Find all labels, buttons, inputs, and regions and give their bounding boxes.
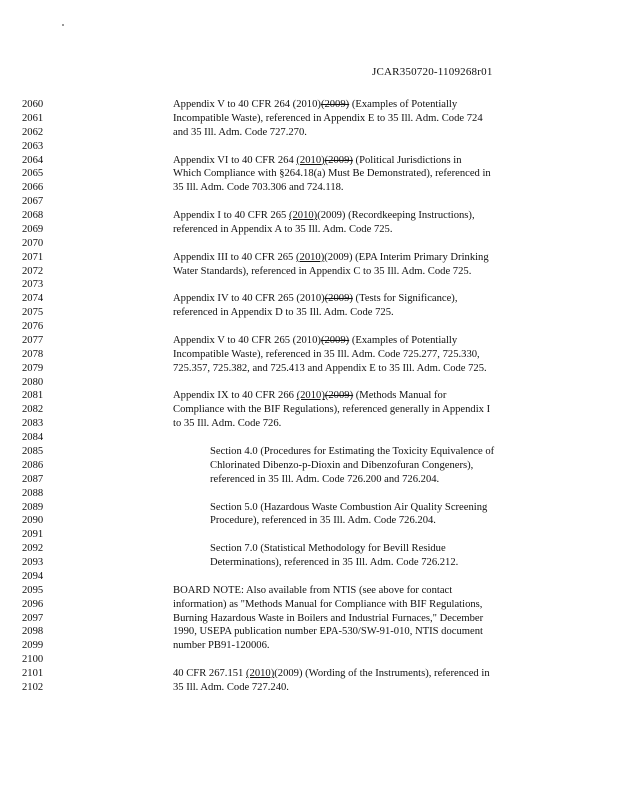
line-number: 2092 bbox=[22, 543, 44, 555]
line-number: 2091 bbox=[22, 529, 44, 541]
numbered-line bbox=[0, 334, 618, 348]
numbered-line bbox=[0, 376, 618, 390]
deleted-text: (2009) bbox=[324, 154, 353, 166]
numbered-line bbox=[0, 292, 618, 306]
line-number: 2077 bbox=[22, 334, 44, 346]
text-run: referenced in Appendix D to 35 Ill. Adm. Code 725. bbox=[173, 307, 394, 319]
deleted-text: (2009) bbox=[324, 293, 353, 305]
line-text bbox=[173, 389, 446, 403]
line-number: 2099 bbox=[22, 640, 44, 652]
numbered-line bbox=[0, 653, 618, 667]
line-text bbox=[173, 181, 344, 195]
text-run: 35 Ill. Adm. Code 727.240. bbox=[173, 681, 289, 693]
line-text bbox=[173, 126, 307, 140]
line-text bbox=[210, 542, 446, 556]
inserted-text: (2010) bbox=[296, 251, 325, 263]
text-run: Section 5.0 (Hazardous Waste Combustion Air Quality Screening bbox=[210, 501, 488, 513]
line-text bbox=[173, 417, 281, 431]
numbered-line bbox=[0, 556, 618, 570]
line-text bbox=[210, 514, 436, 528]
line-number: 2062 bbox=[22, 126, 44, 138]
text-run: (2009) (Wording of the Instruments), referenced in bbox=[274, 668, 490, 680]
numbered-line bbox=[0, 181, 618, 195]
deleted-text: (2009) bbox=[320, 99, 350, 110]
numbered-line bbox=[0, 612, 618, 626]
inserted-text: (2010) bbox=[246, 668, 275, 680]
text-run: 35 Ill. Adm. Code 703.306 and 724.118. bbox=[173, 182, 344, 194]
line-text bbox=[173, 681, 289, 695]
deleted-text: (2009) bbox=[320, 334, 350, 346]
line-number: 2090 bbox=[22, 515, 44, 527]
line-text bbox=[173, 598, 482, 612]
line-number: 2060 bbox=[22, 99, 44, 110]
numbered-line bbox=[0, 487, 618, 501]
text-run: Section 4.0 (Procedures for Estimating the Toxicity Equivalence of bbox=[210, 446, 495, 457]
numbered-line bbox=[0, 306, 618, 320]
numbered-line bbox=[0, 667, 618, 681]
inserted-text: (2010) bbox=[296, 154, 325, 166]
text-run: Appendix III to 40 CFR 265 bbox=[173, 251, 297, 263]
text-run: Procedure), referenced in 35 Ill. Adm. Code 726.204. bbox=[210, 515, 436, 527]
line-text bbox=[173, 348, 480, 362]
numbered-line bbox=[0, 417, 618, 431]
text-run: Water Standards), referenced in Appendix C to 35 Ill. Adm. Code 725. bbox=[173, 265, 472, 277]
numbered-line bbox=[0, 528, 618, 542]
line-text bbox=[173, 251, 489, 265]
line-text bbox=[210, 501, 487, 515]
numbered-line bbox=[0, 209, 618, 223]
numbered-line bbox=[0, 98, 618, 112]
line-number: 2066 bbox=[22, 182, 44, 194]
line-number: 2081 bbox=[22, 390, 44, 402]
text-run: referenced in Appendix A to 35 Ill. Adm. Code 725. bbox=[173, 223, 393, 235]
text-run: Which Compliance with §264.18(a) Must Be Demonstrated), referenced in bbox=[173, 168, 491, 180]
inserted-text: (2010) bbox=[296, 390, 325, 402]
numbered-line bbox=[0, 348, 618, 362]
text-run: Appendix IV to 40 CFR 265 (2010) bbox=[173, 293, 325, 305]
numbered-line bbox=[0, 584, 618, 598]
line-number: 2097 bbox=[22, 612, 44, 624]
line-number: 2069 bbox=[22, 223, 44, 235]
text-run: (Political Jurisdictions in bbox=[352, 154, 462, 166]
numbered-line bbox=[0, 112, 618, 126]
text-run: (2009) (EPA Interim Primary Drinking bbox=[324, 251, 489, 263]
numbered-line bbox=[0, 403, 618, 417]
text-run: Appendix V to 40 CFR 265 (2010) bbox=[173, 334, 321, 346]
numbered-line bbox=[0, 598, 618, 612]
numbered-line bbox=[0, 320, 618, 334]
line-number: 2088 bbox=[22, 487, 44, 499]
line-number: 2064 bbox=[22, 154, 44, 166]
line-text bbox=[173, 154, 462, 168]
numbered-line bbox=[0, 514, 618, 528]
numbered-line bbox=[0, 362, 618, 376]
numbered-line bbox=[0, 195, 618, 209]
line-number: 2100 bbox=[22, 654, 44, 666]
line-number: 2083 bbox=[22, 418, 44, 430]
line-number: 2087 bbox=[22, 473, 44, 485]
text-run: Burning Hazardous Waste in Boilers and Industrial Furnaces," December bbox=[173, 612, 484, 624]
line-number: 2074 bbox=[22, 293, 44, 305]
text-run: Appendix V to 40 CFR 264 (2010) bbox=[173, 99, 321, 110]
numbered-line bbox=[0, 140, 618, 154]
line-number: 2098 bbox=[22, 626, 44, 638]
numbered-line bbox=[0, 431, 618, 445]
line-number: 2082 bbox=[22, 404, 44, 416]
numbered-line bbox=[0, 639, 618, 653]
numbered-line bbox=[0, 542, 618, 556]
numbered-line bbox=[0, 251, 618, 265]
text-run: referenced in 35 Ill. Adm. Code 726.200 and 726.204. bbox=[210, 473, 440, 485]
line-number: 2089 bbox=[22, 501, 44, 513]
numbered-line bbox=[0, 126, 618, 140]
text-run: to 35 Ill. Adm. Code 726. bbox=[173, 418, 282, 430]
line-number: 2073 bbox=[22, 279, 44, 291]
line-number: 2076 bbox=[22, 321, 44, 333]
line-number: 2093 bbox=[22, 557, 44, 569]
line-number: 2095 bbox=[22, 584, 44, 596]
text-run: Chlorinated Dibenzo-p-Dioxin and Dibenzofuran Congeners), bbox=[210, 459, 474, 471]
line-number: 2067 bbox=[22, 196, 44, 208]
numbered-line bbox=[0, 223, 618, 237]
text-run: Section 7.0 (Statistical Methodology for Bevill Residue bbox=[210, 543, 446, 555]
inserted-text: (2010) bbox=[288, 210, 318, 222]
line-text bbox=[210, 473, 439, 487]
line-number: 2061 bbox=[22, 112, 44, 124]
line-number: 2086 bbox=[22, 459, 44, 471]
numbered-line bbox=[0, 625, 618, 639]
line-text bbox=[210, 445, 494, 459]
line-text bbox=[173, 362, 487, 376]
line-number: 2068 bbox=[22, 210, 44, 222]
text-run: Incompatible Waste), referenced in 35 Ill. Adm. Code 725.277, 725.330, bbox=[173, 348, 480, 360]
line-text bbox=[210, 556, 458, 570]
text-run: BOARD NOTE: Also available from NTIS (see above for contact bbox=[173, 584, 453, 596]
numbered-line bbox=[0, 237, 618, 251]
text-run: number PB91-120006. bbox=[173, 640, 270, 652]
line-number: 2085 bbox=[22, 446, 44, 457]
line-number: 2072 bbox=[22, 265, 44, 277]
text-run: information) as "Methods Manual for Compliance with BIF Regulations, bbox=[173, 598, 483, 610]
text-run: Determinations), referenced in 35 Ill. Adm. Code 726.212. bbox=[210, 557, 459, 569]
text-run: (Methods Manual for bbox=[353, 390, 447, 402]
text-run: and 35 Ill. Adm. Code 727.270. bbox=[173, 126, 307, 138]
numbered-line bbox=[0, 681, 618, 695]
text-run: Incompatible Waste), referenced in Appendix E to 35 Ill. Adm. Code 724 bbox=[173, 112, 483, 124]
line-number: 2094 bbox=[22, 570, 44, 582]
line-number: 2071 bbox=[22, 251, 44, 263]
line-number: 2065 bbox=[22, 168, 44, 180]
line-text bbox=[173, 306, 394, 320]
numbered-line bbox=[0, 265, 618, 279]
text-run: Compliance with the BIF Regulations), referenced generally in Appendix I bbox=[173, 404, 491, 416]
line-number: 2079 bbox=[22, 362, 44, 374]
line-text bbox=[173, 334, 457, 348]
line-text bbox=[173, 403, 490, 417]
line-number: 2102 bbox=[22, 681, 44, 693]
text-run: Appendix IX to 40 CFR 266 bbox=[173, 390, 297, 402]
text-run: 40 CFR 267.151 bbox=[173, 668, 246, 680]
line-number: 2080 bbox=[22, 376, 44, 388]
line-number: 2096 bbox=[22, 598, 44, 610]
text-run: (Examples of Potentially bbox=[349, 334, 458, 346]
line-text bbox=[173, 265, 471, 279]
numbered-line bbox=[0, 473, 618, 487]
line-text bbox=[173, 112, 483, 126]
line-text bbox=[173, 223, 393, 237]
text-run: Appendix I to 40 CFR 265 bbox=[173, 210, 289, 222]
line-text bbox=[173, 167, 491, 181]
text-run: 1990, USEPA publication number EPA-530/SW-91-010, NTIS document bbox=[173, 626, 483, 638]
text-run: (2009) (Recordkeeping Instructions), bbox=[317, 210, 475, 222]
line-text bbox=[173, 639, 270, 653]
line-text bbox=[210, 459, 473, 473]
numbered-line bbox=[0, 445, 618, 459]
numbered-line bbox=[0, 459, 618, 473]
text-run: (Tests for Significance), bbox=[352, 293, 458, 305]
numbered-line bbox=[0, 389, 618, 403]
numbered-line bbox=[0, 167, 618, 181]
line-text bbox=[173, 292, 457, 306]
text-run: Appendix VI to 40 CFR 264 bbox=[173, 154, 297, 166]
line-text bbox=[173, 612, 483, 626]
line-text bbox=[173, 209, 475, 223]
speck-mark bbox=[62, 24, 64, 26]
numbered-line bbox=[0, 154, 618, 168]
text-run: 725.357, 725.382, and 725.413 and Appendix E to 35 Ill. Adm. Code 725. bbox=[173, 362, 487, 374]
line-number: 2078 bbox=[22, 348, 44, 360]
text-run: (Examples of Potentially bbox=[349, 99, 458, 110]
line-text bbox=[173, 667, 490, 681]
line-number: 2063 bbox=[22, 140, 44, 152]
numbered-line bbox=[0, 278, 618, 292]
numbered-line bbox=[0, 501, 618, 515]
deleted-text: (2009) bbox=[324, 390, 354, 402]
line-text bbox=[173, 625, 483, 639]
line-number: 2070 bbox=[22, 237, 44, 249]
line-number: 2075 bbox=[22, 307, 44, 319]
line-number: 2101 bbox=[22, 668, 44, 680]
line-number: 2084 bbox=[22, 432, 44, 444]
line-text bbox=[173, 98, 457, 112]
document-id-header: JCAR350720-1109268r01 bbox=[372, 66, 493, 78]
numbered-line bbox=[0, 570, 618, 584]
line-text bbox=[173, 584, 452, 598]
